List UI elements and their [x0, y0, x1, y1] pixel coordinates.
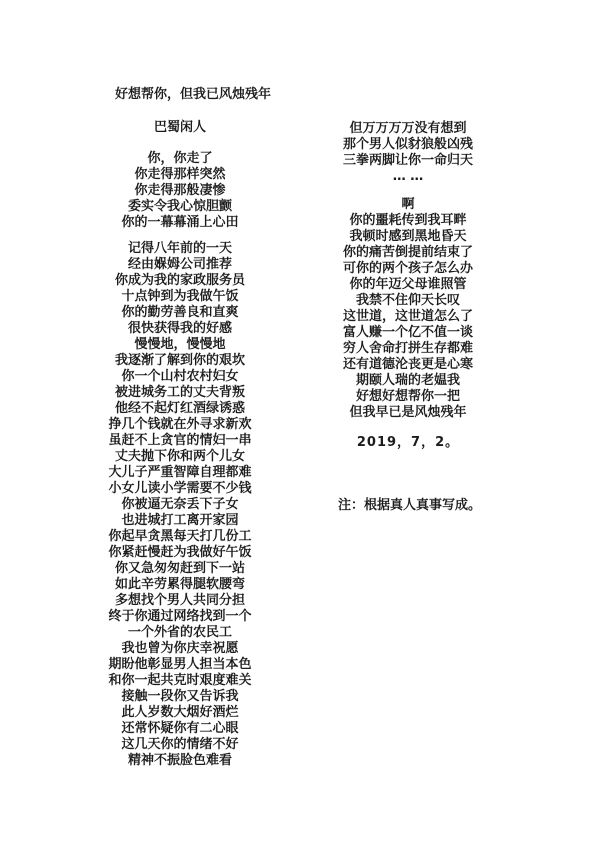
poem-line: 和你一起共克时艰度难关: [108, 673, 252, 688]
right-column-stanza-1: [298, 121, 518, 185]
left-column-stanza-2: [60, 241, 300, 769]
poem-line: 你走得那样突然: [134, 167, 226, 182]
poem-line: 丈夫抛下你和两个儿女: [114, 449, 245, 464]
poem-line: 多想找个男人共同分担: [114, 593, 245, 608]
left-column-stanza-1: [60, 151, 300, 231]
poem-line: 你又急匆匆赶到下一站: [114, 561, 245, 576]
poem-line: 记得八年前的一天: [127, 241, 232, 256]
poem-line: 三拳两脚让你一命归天: [342, 153, 473, 168]
poem-line: 穷人舍命打拼生存都难: [342, 341, 473, 356]
poem-line: 你紧赶慢赶为我做好午饭: [108, 545, 252, 560]
poem-line: 被进城务工的丈夫背叛: [114, 385, 245, 400]
poem-line: 一个外省的农民工: [127, 625, 232, 640]
poem-line: 还常怀疑你有二心眼: [121, 721, 239, 736]
poem-line: 你的年迈父母谁照管: [349, 277, 467, 292]
document-title: 好想帮你，但我已风烛残年: [115, 87, 272, 102]
poem-line: 我禁不住仰天长叹: [355, 293, 460, 308]
poem-line: 慢慢地，慢慢地: [134, 337, 226, 352]
poem-line: 你的痛苦倒提前结束了: [342, 245, 473, 260]
poem-line: 我顿时感到黑地昏天: [349, 229, 467, 244]
poem-line: 终于你通过网络找到一个: [108, 609, 252, 624]
poem-line: 你起早贪黑每天打几份工: [108, 529, 252, 544]
poem-line: 委实令我心惊胆颤: [127, 199, 232, 214]
poem-line: 但我早已是风烛残年: [349, 405, 467, 420]
poem-line: 也进城打工离开家园: [121, 513, 239, 528]
poem-line: 经由媬姆公司推荐: [127, 257, 232, 272]
poem-line: 你，你走了: [147, 151, 213, 166]
right-column-stanza-2: [298, 197, 518, 421]
poem-date: 2019，7，2。: [356, 435, 460, 450]
poem-line: 我也曾为你庆幸祝愿: [121, 641, 239, 656]
poem-line: 好想好想帮你一把: [355, 389, 460, 404]
poem-line: 你成为我的家政服务员: [114, 273, 245, 288]
poem-line: 这世道，这世道怎么了: [342, 309, 473, 324]
poem-line: 期颐人瑞的老媪我: [355, 373, 460, 388]
poem-line: 精神不振脸色难看: [127, 753, 232, 768]
poem-line: 此人岁数大烟好酒烂: [121, 705, 239, 720]
poem-author: 巴蜀闲人: [153, 120, 206, 135]
poem-line: 虽赶不上贪官的情妇一串: [108, 433, 252, 448]
poem-line: 那个男人似豺狼般凶残: [342, 137, 473, 152]
poem-line: 这几天你的情绪不好: [121, 737, 239, 752]
poem-line: 期盼他彰显男人担当本色: [108, 657, 252, 672]
poem-line: 挣几个钱就在外寻求新欢: [108, 417, 252, 432]
poem-line: 接触一段你又告诉我: [121, 689, 239, 704]
poem-line: 但万万万万没有想到: [349, 121, 467, 136]
poem-line: 啊: [401, 197, 415, 212]
poem-line: 富人赚一个亿不值一谈: [342, 325, 473, 340]
poem-line: 你走得那般凄惨: [134, 183, 226, 198]
poem-line: 他经不起灯红酒绿诱惑: [114, 401, 245, 416]
poem-line: 很快获得我的好感: [127, 321, 232, 336]
poem-line: 十点钟到为我做午饭: [121, 289, 239, 304]
poem-line: 你的勤劳善良和直爽: [121, 305, 239, 320]
poem-line: 我逐渐了解到你的艰坎: [114, 353, 245, 368]
poem-line: 你被逼无奈丢下子女: [121, 497, 239, 512]
poem-line: 还有道德沦丧更是心寒: [342, 357, 473, 372]
poem-line: 小女儿读小学需要不少钱: [108, 481, 252, 496]
poem-line: 大儿子严重智障自理都难: [108, 465, 252, 480]
poem-line: 如此辛劳累得腿软腰弯: [114, 577, 245, 592]
poem-note: 注：根据真人真事写成。: [338, 498, 482, 513]
poem-line: 你的噩耗传到我耳畔: [349, 213, 467, 228]
poem-line: 可你的两个孩子怎么办: [342, 261, 473, 276]
poem-line: 你的一幕幕涌上心田: [121, 215, 239, 230]
poem-line: … …: [392, 169, 424, 184]
poem-line: 你一个山村农村妇女: [121, 369, 239, 384]
